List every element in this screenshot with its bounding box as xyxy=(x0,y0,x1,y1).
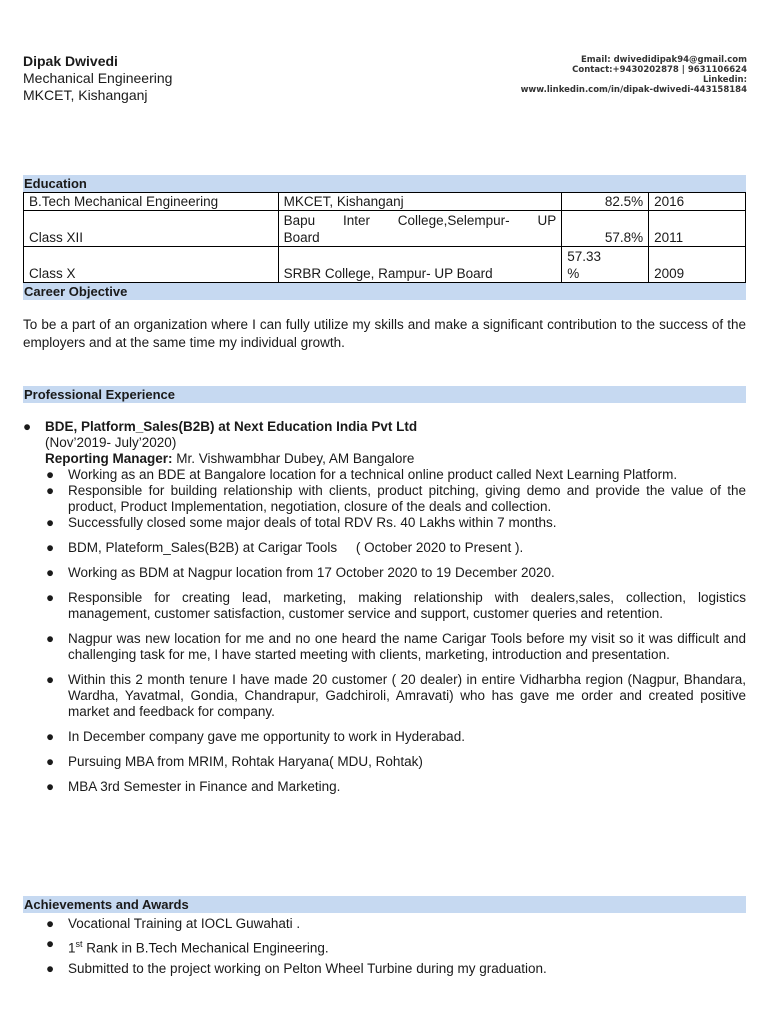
rank-number: 1 xyxy=(68,940,76,956)
candidate-college: MKCET, Kishanganj xyxy=(23,87,148,103)
edu-score: 57.8% xyxy=(562,211,649,247)
experience-list xyxy=(23,419,746,795)
edu-year: 2011 xyxy=(649,211,746,247)
bullet-icon: ● xyxy=(46,631,55,646)
achievements-heading: Achievements and Awards xyxy=(23,896,746,913)
edu-score: 57.33 % xyxy=(562,247,649,283)
edu-institution: Bapu Inter College,Selempur- UP Board xyxy=(278,211,562,247)
list-item-text: Working as BDM at Nagpur location from 17 October 2020 to 19 December 2020. xyxy=(68,565,555,580)
list-item xyxy=(23,729,746,745)
reporting-manager-value: Mr. Vishwambhar Dubey, AM Bangalore xyxy=(172,451,415,466)
list-item-text: Pursuing MBA from MRIM, Rohtak Haryana( MDU, Rohtak) xyxy=(68,754,423,769)
bullet-icon: ● xyxy=(46,590,55,605)
edu-institution: SRBR College, Rampur- UP Board xyxy=(278,247,562,283)
list-item-text: Rank in B.Tech Mechanical Engineering. xyxy=(82,940,329,956)
list-item-text: MBA 3rd Semester in Finance and Marketing. xyxy=(68,779,341,794)
phone-text: Contact:+9430202878 | 9631106624 xyxy=(572,65,747,75)
list-item xyxy=(23,515,746,531)
email-text: Email: dwivedidipak94@gmail.com xyxy=(580,55,747,65)
experience-heading: Professional Experience xyxy=(23,386,746,403)
list-item-text: In December company gave me opportunity to work in Hyderabad. xyxy=(68,729,465,744)
list-item xyxy=(23,590,746,622)
bullet-icon: ● xyxy=(46,515,55,530)
reporting-manager xyxy=(23,451,746,467)
bullet-icon: ● xyxy=(46,779,55,794)
bullet-icon: ● xyxy=(46,916,55,931)
education-heading: Education xyxy=(23,175,746,192)
bullet-icon: ● xyxy=(46,483,55,498)
achievements-list xyxy=(23,914,746,979)
list-item xyxy=(23,467,746,483)
rank-suffix: st xyxy=(75,939,83,949)
bullet-icon: ● xyxy=(46,936,55,951)
list-item-text: Within this 2 month tenure I have made 20 customer ( 20 dealer) in entire Vidharbha region (Nagpur, Bhandara, Wardha, Yavatmal, Gondia, Chandrapur, Gadchiroli, Amravati) who has gave me order and created positive market and feedback for company. xyxy=(68,672,746,719)
job-title: BDE, Platform_Sales(B2B) at Next Education India Pvt Ltd xyxy=(45,419,418,434)
list-item-text: Successfully closed some major deals of total RDV Rs. 40 Lakhs within 7 months. xyxy=(68,515,557,530)
list-item-text: Submitted to the project working on Pelton Wheel Turbine during my graduation. xyxy=(68,960,547,976)
list-item-text: Responsible for building relationship with clients, product pitching, giving demo and provide the value of the product, Product Implementation, negotiation, closure of the deals and collection. xyxy=(68,483,746,514)
bullet-icon: ● xyxy=(46,540,55,555)
bullet-icon: ● xyxy=(46,754,55,769)
edu-course: Class XII xyxy=(24,211,279,247)
list-item-text: Working as an BDE at Bangalore location for a technical online product called Next Learning Platform. xyxy=(68,467,678,482)
education-table xyxy=(23,192,746,283)
edu-course: Class X xyxy=(24,247,279,283)
list-item-text: Responsible for creating lead, marketing, making relationship with dealers,sales, collection, logistics management, customer satisfaction, customer service and support, customer queries and retention. xyxy=(68,590,746,621)
edu-course: B.Tech Mechanical Engineering xyxy=(24,193,279,211)
list-item xyxy=(23,934,746,959)
list-item xyxy=(23,754,746,770)
list-item xyxy=(23,540,746,556)
edu-year: 2009 xyxy=(649,247,746,283)
list-item xyxy=(23,672,746,720)
table-row xyxy=(24,247,746,283)
list-item xyxy=(23,419,746,435)
edu-score: 82.5% xyxy=(562,193,649,211)
list-item xyxy=(23,565,746,581)
bullet-icon: ● xyxy=(23,419,32,434)
bullet-icon: ● xyxy=(46,467,55,482)
career-objective-heading: Career Objective xyxy=(23,283,746,300)
list-item xyxy=(23,779,746,795)
linkedin-link[interactable]: www.linkedin.com/in/dipak-dwivedi-443158184 xyxy=(520,85,747,95)
career-objective-text: To be a part of an organization where I can fully utilize my skills and make a significant contribution to the success of the employers and at the same time my individual growth. xyxy=(23,317,746,350)
bullet-icon: ● xyxy=(46,565,55,580)
linkedin-label: Linkedin: xyxy=(702,75,747,85)
list-item-text: Vocational Training at IOCL Guwahati . xyxy=(68,916,301,931)
contact-block xyxy=(521,55,747,95)
list-item xyxy=(23,483,746,515)
candidate-name: Dipak Dwivedi xyxy=(23,53,118,69)
list-item-text: BDM, Plateform_Sales(B2B) at Carigar Tools ( October 2020 to Present ). xyxy=(68,540,524,555)
bullet-icon: ● xyxy=(46,672,55,687)
table-row xyxy=(24,211,746,247)
candidate-department: Mechanical Engineering xyxy=(23,70,173,86)
reporting-manager-label: Reporting Manager: xyxy=(45,451,173,466)
job-period: (Nov’2019- July’2020) xyxy=(45,435,177,450)
table-row xyxy=(24,193,746,211)
list-item xyxy=(23,631,746,663)
edu-institution: MKCET, Kishanganj xyxy=(278,193,562,211)
edu-year: 2016 xyxy=(649,193,746,211)
bullet-icon: ● xyxy=(46,729,55,744)
list-item-text: Nagpur was new location for me and no one heard the name Carigar Tools before my visit so it was difficult and challenging task for me, I have started meeting with clients, marketing, introduction and presentation. xyxy=(68,631,746,662)
bullet-icon: ● xyxy=(46,960,55,976)
list-item xyxy=(23,914,746,934)
list-item xyxy=(23,959,746,979)
header-name-block xyxy=(23,53,172,104)
